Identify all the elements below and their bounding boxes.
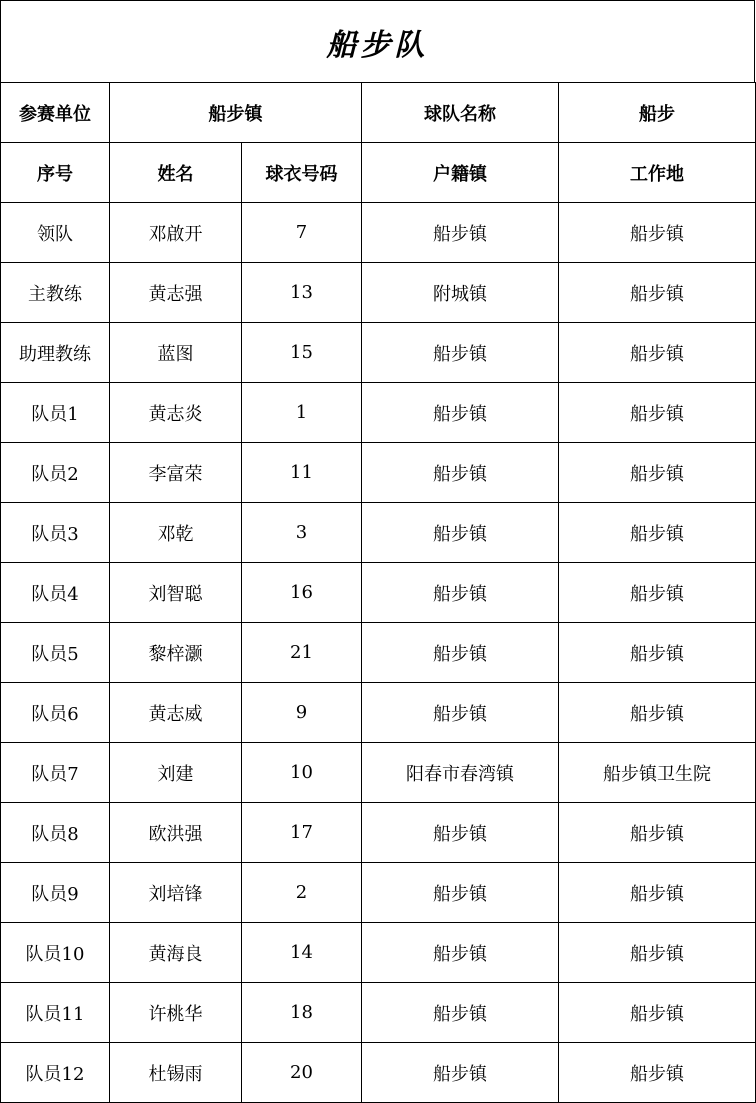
- cell-hukou: 船步镇: [362, 863, 559, 923]
- cell-name: 邓乾: [110, 503, 242, 563]
- cell-name: 黄志威: [110, 683, 242, 743]
- page-title: 船步队: [326, 27, 429, 63]
- table-row: [1, 323, 756, 383]
- cell-role: 队员3: [1, 503, 110, 563]
- header-workplace: 工作地: [559, 143, 756, 203]
- cell-workplace: 船步镇: [559, 263, 756, 323]
- header-row: [1, 143, 756, 203]
- cell-hukou: 船步镇: [362, 443, 559, 503]
- cell-jersey: 1: [242, 383, 362, 443]
- table-row: [1, 1043, 756, 1103]
- cell-role: 队员4: [1, 563, 110, 623]
- cell-jersey: 2: [242, 863, 362, 923]
- cell-jersey: 21: [242, 623, 362, 683]
- table-row: [1, 683, 756, 743]
- cell-hukou: 船步镇: [362, 983, 559, 1043]
- cell-hukou: 船步镇: [362, 1043, 559, 1103]
- cell-role: 队员5: [1, 623, 110, 683]
- cell-jersey: 13: [242, 263, 362, 323]
- cell-workplace: 船步镇: [559, 983, 756, 1043]
- cell-role: 队员6: [1, 683, 110, 743]
- table-row: [1, 923, 756, 983]
- header-hukou: 户籍镇: [362, 143, 559, 203]
- cell-name: 许桃华: [110, 983, 242, 1043]
- cell-name: 黄志强: [110, 263, 242, 323]
- cell-role: 队员8: [1, 803, 110, 863]
- cell-jersey: 20: [242, 1043, 362, 1103]
- header-jersey: 球衣号码: [242, 143, 362, 203]
- cell-hukou: 船步镇: [362, 623, 559, 683]
- header-index: 序号: [1, 143, 110, 203]
- cell-jersey: 9: [242, 683, 362, 743]
- cell-workplace: 船步镇: [559, 203, 756, 263]
- cell-name: 刘智聪: [110, 563, 242, 623]
- cell-hukou: 船步镇: [362, 383, 559, 443]
- team-value: 船步: [559, 83, 756, 143]
- cell-name: 欧洪强: [110, 803, 242, 863]
- cell-hukou: 船步镇: [362, 683, 559, 743]
- cell-hukou: 船步镇: [362, 203, 559, 263]
- cell-workplace: 船步镇: [559, 1043, 756, 1103]
- cell-hukou: 船步镇: [362, 563, 559, 623]
- table-row: [1, 863, 756, 923]
- cell-jersey: 3: [242, 503, 362, 563]
- unit-label: 参赛单位: [1, 83, 110, 143]
- table-row: [1, 203, 756, 263]
- table-row: [1, 503, 756, 563]
- table-row: [1, 443, 756, 503]
- cell-workplace: 船步镇: [559, 803, 756, 863]
- table-row: [1, 983, 756, 1043]
- cell-jersey: 18: [242, 983, 362, 1043]
- cell-hukou: 阳春市春湾镇: [362, 743, 559, 803]
- cell-role: 领队: [1, 203, 110, 263]
- table-row: [1, 803, 756, 863]
- roster-table: [0, 82, 756, 1103]
- cell-role: 队员1: [1, 383, 110, 443]
- cell-role: 队员12: [1, 1043, 110, 1103]
- table-row: [1, 383, 756, 443]
- cell-hukou: 船步镇: [362, 803, 559, 863]
- cell-workplace: 船步镇卫生院: [559, 743, 756, 803]
- table-row: [1, 743, 756, 803]
- cell-role: 队员10: [1, 923, 110, 983]
- unit-row: [1, 83, 756, 143]
- cell-hukou: 船步镇: [362, 503, 559, 563]
- cell-jersey: 15: [242, 323, 362, 383]
- table-row: [1, 263, 756, 323]
- cell-name: 黎梓灏: [110, 623, 242, 683]
- cell-role: 队员7: [1, 743, 110, 803]
- cell-workplace: 船步镇: [559, 923, 756, 983]
- cell-role: 主教练: [1, 263, 110, 323]
- cell-name: 刘培锋: [110, 863, 242, 923]
- cell-name: 李富荣: [110, 443, 242, 503]
- team-label: 球队名称: [362, 83, 559, 143]
- cell-workplace: 船步镇: [559, 383, 756, 443]
- cell-workplace: 船步镇: [559, 503, 756, 563]
- header-name: 姓名: [110, 143, 242, 203]
- cell-workplace: 船步镇: [559, 443, 756, 503]
- cell-workplace: 船步镇: [559, 623, 756, 683]
- cell-name: 杜锡雨: [110, 1043, 242, 1103]
- cell-jersey: 7: [242, 203, 362, 263]
- cell-role: 队员11: [1, 983, 110, 1043]
- cell-workplace: 船步镇: [559, 323, 756, 383]
- cell-role: 助理教练: [1, 323, 110, 383]
- cell-role: 队员9: [1, 863, 110, 923]
- cell-name: 蓝图: [110, 323, 242, 383]
- cell-hukou: 船步镇: [362, 923, 559, 983]
- title-row: [0, 0, 755, 82]
- roster-table-body: [1, 83, 756, 1103]
- cell-workplace: 船步镇: [559, 683, 756, 743]
- cell-jersey: 10: [242, 743, 362, 803]
- cell-name: 黄海良: [110, 923, 242, 983]
- cell-jersey: 17: [242, 803, 362, 863]
- cell-name: 黄志炎: [110, 383, 242, 443]
- cell-jersey: 11: [242, 443, 362, 503]
- cell-jersey: 14: [242, 923, 362, 983]
- cell-hukou: 附城镇: [362, 263, 559, 323]
- cell-role: 队员2: [1, 443, 110, 503]
- table-row: [1, 623, 756, 683]
- unit-value: 船步镇: [110, 83, 362, 143]
- table-row: [1, 563, 756, 623]
- cell-name: 刘建: [110, 743, 242, 803]
- cell-jersey: 16: [242, 563, 362, 623]
- cell-hukou: 船步镇: [362, 323, 559, 383]
- cell-workplace: 船步镇: [559, 563, 756, 623]
- cell-workplace: 船步镇: [559, 863, 756, 923]
- cell-name: 邓啟开: [110, 203, 242, 263]
